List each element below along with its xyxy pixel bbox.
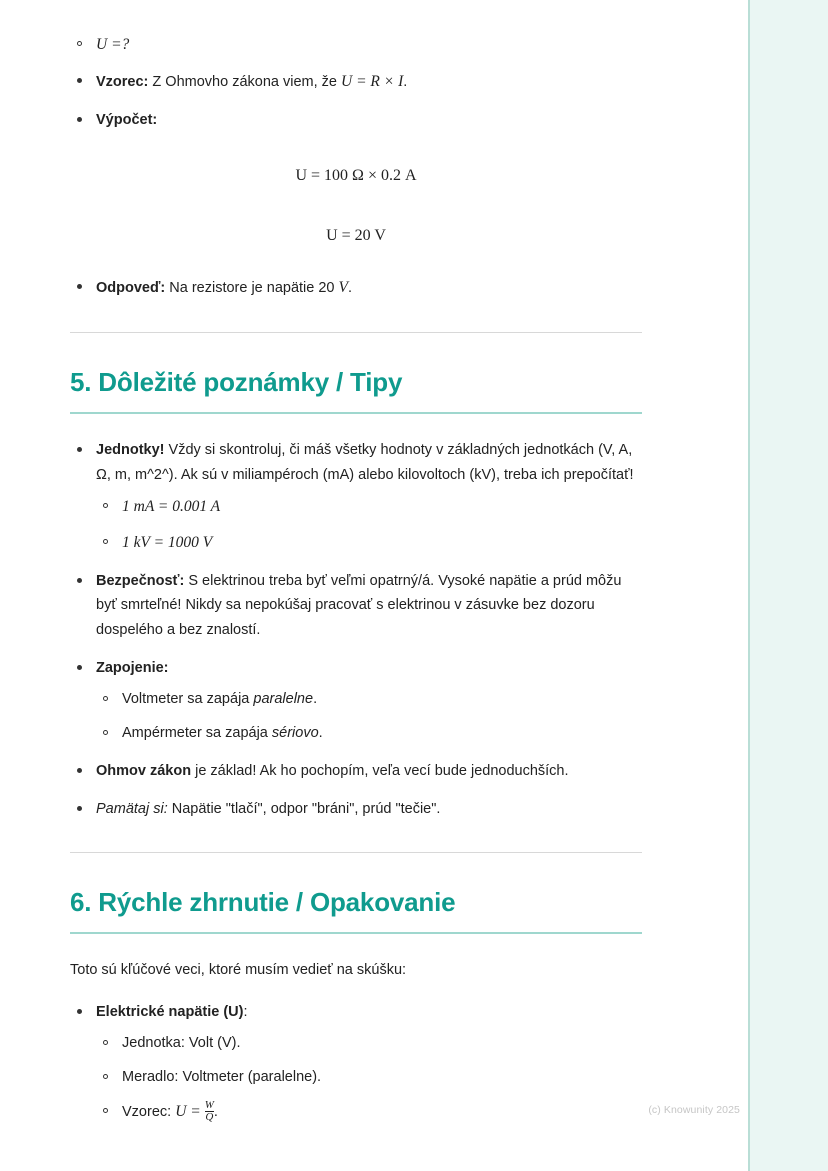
continued-sublist <box>70 33 642 58</box>
safety-text: S elektrinou treba byť veľmi opatrný/á. Vysoké napätie a prúd môžu byť smrteľné! Nikdy sa nepokúšaj pracovať s elektrinou v zásuvke bez dozoru dospelého a bez znalostí. <box>96 572 622 639</box>
units-text: Vždy si skontroluj, či máš všetky hodnoty v základných jednotkách (V, A, Ω, m, m^2^). Ak sú v miliampéroch (mA) alebo kilovoltoch (kV), treba ich prepočítať! <box>96 442 634 483</box>
section-divider-1 <box>70 332 642 333</box>
list-item <box>96 495 642 520</box>
conversion-kv: 1 kV = 1000 V <box>122 533 213 551</box>
list-item-answer <box>70 275 642 302</box>
list-item <box>70 33 642 58</box>
section-6-intro: Toto sú kľúčové veci, ktoré musím vedieť na skúšku: <box>70 961 407 978</box>
units-sublist <box>96 495 642 556</box>
list-item <box>96 1100 642 1125</box>
fraction-numerator: W <box>204 1098 214 1111</box>
list-item: Jednotka: Volt (V). <box>96 1032 642 1055</box>
voltage-summary-label: Elektrické napätie (U) <box>96 1004 244 1021</box>
list-item-ohms-law <box>70 759 642 784</box>
ohms-law-text: je základ! Ak ho pochopím, veľa vecí bude jednoduchších. <box>195 762 569 779</box>
formula-math: U = R × I <box>341 72 404 90</box>
formula-text-after: . <box>403 73 408 90</box>
list-item-voltage-summary <box>70 1000 642 1125</box>
wiring-label: Zapojenie: <box>96 660 169 677</box>
answer-list <box>70 275 642 302</box>
section-5-heading: 5. Dôležité poznámky / Tipy <box>70 367 403 398</box>
conversion-ma: 1 mA = 0.001 A <box>122 497 221 515</box>
formula-u-equals: U = <box>175 1103 201 1121</box>
formula-text-before: Z Ohmovho zákona viem, že <box>152 73 337 90</box>
voltmeter-text-after: . <box>313 691 318 708</box>
list-item <box>96 688 642 711</box>
calculation-label: Výpočet: <box>96 112 158 129</box>
page-scroll-strip[interactable] <box>748 0 828 1171</box>
list-item-safety <box>70 569 642 644</box>
formula-period: . <box>213 1104 218 1121</box>
formula-sub-label: Vzorec: <box>122 1104 176 1121</box>
answer-text-before: Na rezistore je napätie 20 <box>169 280 335 297</box>
section-5-list <box>70 438 642 821</box>
section-6-rule <box>70 932 642 934</box>
ammeter-mode: sériovo <box>271 725 319 742</box>
list-item <box>96 722 642 745</box>
section-6-heading: 6. Rýchle zhrnutie / Opakovanie <box>70 886 456 917</box>
voltmeter-text-before: Voltmeter sa zapája <box>122 691 254 708</box>
calculation-line-1: U = 100 Ω × 0.2 A <box>295 167 417 185</box>
answer-text-after: . <box>348 280 353 297</box>
wiring-sublist <box>96 688 642 745</box>
voltage-summary-colon: : <box>243 1004 248 1021</box>
units-label: Jednotky! <box>96 442 165 459</box>
list-item-units <box>70 438 642 555</box>
safety-label: Bezpečnosť: <box>96 572 185 589</box>
list-item-calculation <box>70 108 642 133</box>
list-item-wiring <box>70 656 642 745</box>
section-6-list <box>70 1000 642 1125</box>
ammeter-text-before: Ampérmeter sa zapája <box>122 725 272 742</box>
list-item-remember <box>70 797 642 822</box>
section-divider-2 <box>70 852 642 853</box>
answer-label: Odpoveď: <box>96 280 166 297</box>
formula-label: Vzorec: <box>96 73 149 90</box>
calculation-line-2: U = 20 V <box>326 227 386 245</box>
remember-label: Pamätaj si: <box>96 800 168 817</box>
formula-list <box>70 69 642 134</box>
ohms-law-label: Ohmov zákon <box>96 762 192 779</box>
section-5-rule <box>70 412 642 414</box>
unknown-value: U =? <box>96 36 130 53</box>
fraction-denominator: Q <box>205 1111 214 1124</box>
formula-fraction <box>205 1100 214 1124</box>
copyright-watermark: (c) Knowunity 2025 <box>648 1104 740 1116</box>
list-item <box>96 531 642 556</box>
remember-text: Napätie "tlačí", odpor "bráni", prúd "tečie". <box>171 800 441 817</box>
voltage-summary-sublist <box>96 1032 642 1125</box>
answer-unit: V <box>338 279 349 297</box>
voltmeter-mode: paralelne <box>253 691 314 708</box>
ammeter-text-after: . <box>318 725 323 742</box>
list-item-formula <box>70 69 642 96</box>
list-item: Meradlo: Voltmeter (paralelne). <box>96 1066 642 1089</box>
